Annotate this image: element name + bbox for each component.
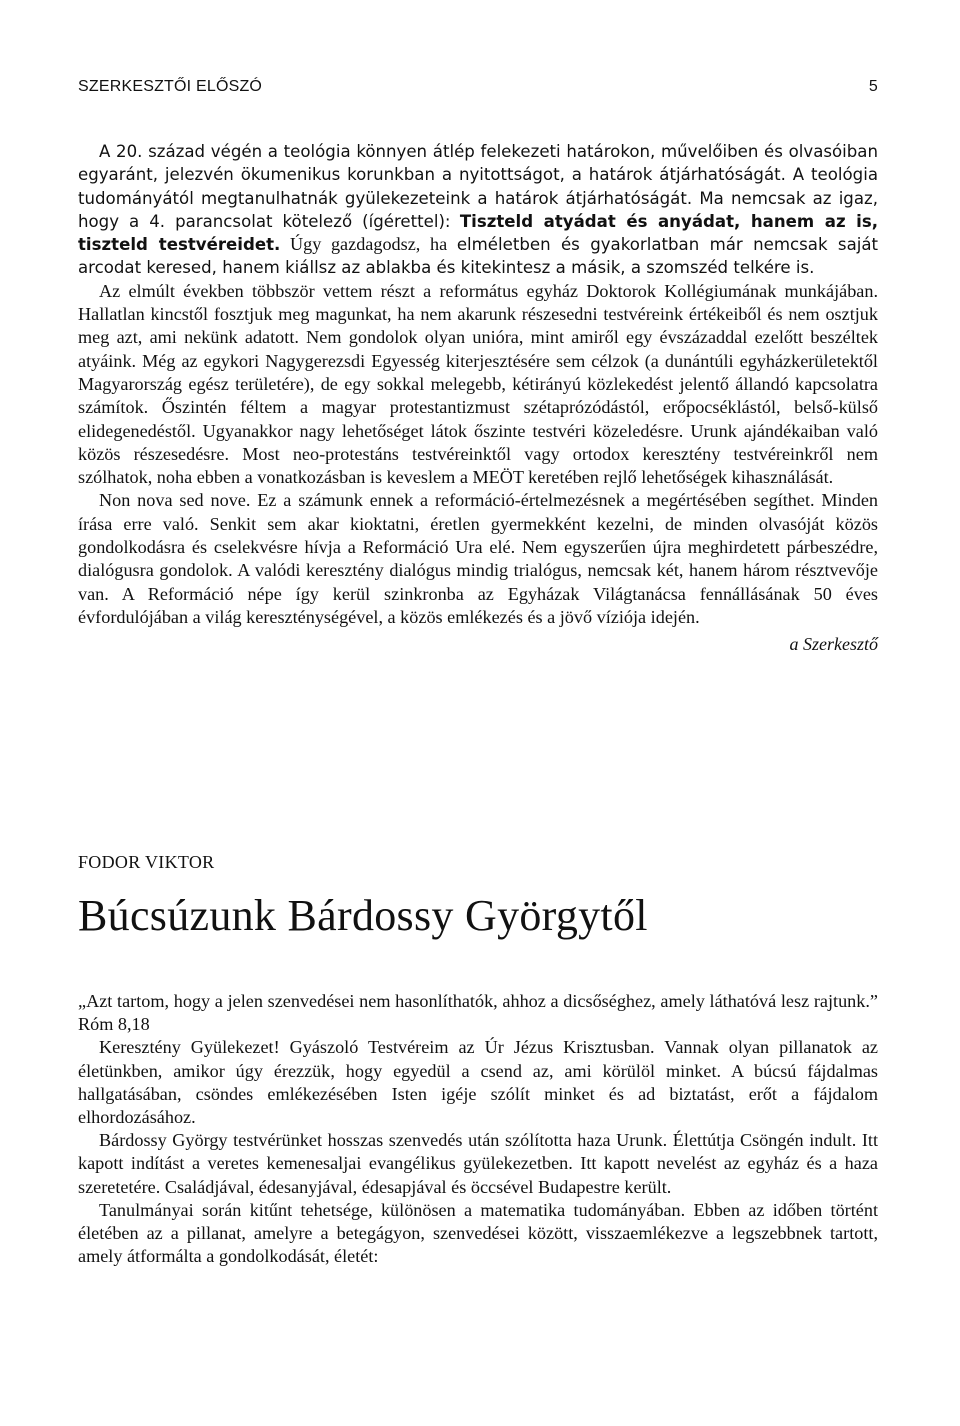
article-body [78, 990, 878, 1268]
editorial-p1-b: Tiszteld atyádat és anyádat, hanem az is, tiszteld testvéreidet. [78, 211, 878, 255]
editorial-paragraph: Non nova sed nove. Ez a számunk ennek a reformáció-értelmezésnek a megértésében segíthet. Minden írása erre való. Senkit sem akar kioktatni, éretlen gyermekként kezelni, de minden olvasóját közös gondolkodásra és cselekvésre hívja a Reformáció Ura elé. Nem egyszerűen újra meghirdetett párbeszédre, dialógusra gondolok. A valódi keresztény dialógus mindig trialógus, nemcsak két, hanem három résztvevője van. A Reformáció népe így kerül szinkronba az Egyházak Világtanácsa fennállásának 50 éves évfordulójában a világ kereszténységével, a közös emlékezés és a jövő víziója idején. [78, 490, 878, 627]
article-paragraph: Bárdossy György testvérünket hosszas szenvedés után szólította haza Urunk. Élettútja Csöngén indult. Itt kapott indítást a veretes kemenesaljai evangélikus gyülekezetben. Itt kapott nevelést az egyház és a haza szeretetére. Családjával, édesanyjával, édesapjával és öccsével Budapestre került. [78, 1130, 878, 1197]
editorial-paragraph [78, 140, 878, 280]
article-author: FODOR VIKTOR [78, 852, 215, 872]
editorial-p1-a: A 20. század végén a teológia könnyen átlép felekezeti határokon, művelőiben és olvasóiban egyaránt, jelezvén ökumenikus korunkban a nyitottságot, a határok átjárhatóságát. A teológia tudományától megtanulhatnák gyülekezeteink a határok átjárhatóságát. Ma nemcsak az igaz, hogy a 4. parancsolat kötelező (ígérettel): [78, 142, 878, 231]
article-title: Búcsúzunk Bárdossy Györgytől [78, 891, 648, 940]
article-epigraph: „Azt tartom, hogy a jelen szenvedései nem hasonlíthatók, ahhoz a dicsőséghez, amely láthatóvá lesz rajtunk.” Róm 8,18 [78, 991, 878, 1035]
editorial-paragraph: Az elmúlt években többször vettem részt a református egyház Doktorok Kollégiumának munkájában. Hallatlan kincstől fosztjuk meg magunkat, ha nem akarunk részesedni testvéreink értékeiből és nem osztjuk meg azt, ami nekünk adatott. Nem gondolok olyan unióra, mint amiről egy évszázaddal ezelőtt beszéltek atyáink. Még az egykori Nagygerezsdi Egyesség kiterjesztésére sem célzok (a dunántúli egyházkerületektől Magyarország egész területére), de egy sokkal melegebb, kétirányú közlekedést jelentő állandó kapcsolatra számítok. Őszintén féltem a magyar protestantizmust szétaprózódástól, erőpocséklástól, belső-külső elidegenedéstől. Ugyanakkor nagy lehetőséget látok őszinte testvéri közeledésre. Urunk ajándékaiban való közös részesedésre. Most neo-protestáns testvéreinktől vagy ortodox keresztény testvéreinkről nem szólhatok, noha ebben a vonatkozásban is keveslem a MEÖT keretében rejlő lehetőségek kihasználását. [78, 280, 878, 488]
editorial-p1-c: Úgy gazdagodsz, ha [290, 234, 448, 255]
section-title: SZERKESZTŐI ELŐSZÓ [78, 78, 263, 95]
editorial-signature: a Szerkesztő [789, 634, 878, 655]
article-paragraph: Keresztény Gyülekezet! Gyászoló Testvéreim az Úr Jézus Krisztusban. Vannak olyan pillanatok az életünkben, amikor úgy érezzük, hogy egyedül a csend az, ami körülöl minket. A búcsú fájdalmas hallgatásában, csöndes emlékezésében Isten igéje szólít minket és ad biztatást, erőt a fájdalom elhordozásához. [78, 1037, 878, 1128]
editorial-text [78, 140, 878, 657]
page-number: 5 [868, 78, 878, 95]
editorial-p1-d: elméletben és gyakorlatban már nemcsak saját arcodat keresed, hanem kiállsz az ablakba és kitekintesz a másik, a szomszéd telkére is. [78, 235, 879, 278]
article-paragraph: Tanulmányai során kitűnt tehetsége, különösen a matematika tudományában. Ebben az időben történt életében az a pillanat, amelyre a betegágyon, szenvedései között, visszaemlékezve a legszebbnek tartott, amely átformálta a gondolkodását, életét: [78, 1199, 878, 1267]
